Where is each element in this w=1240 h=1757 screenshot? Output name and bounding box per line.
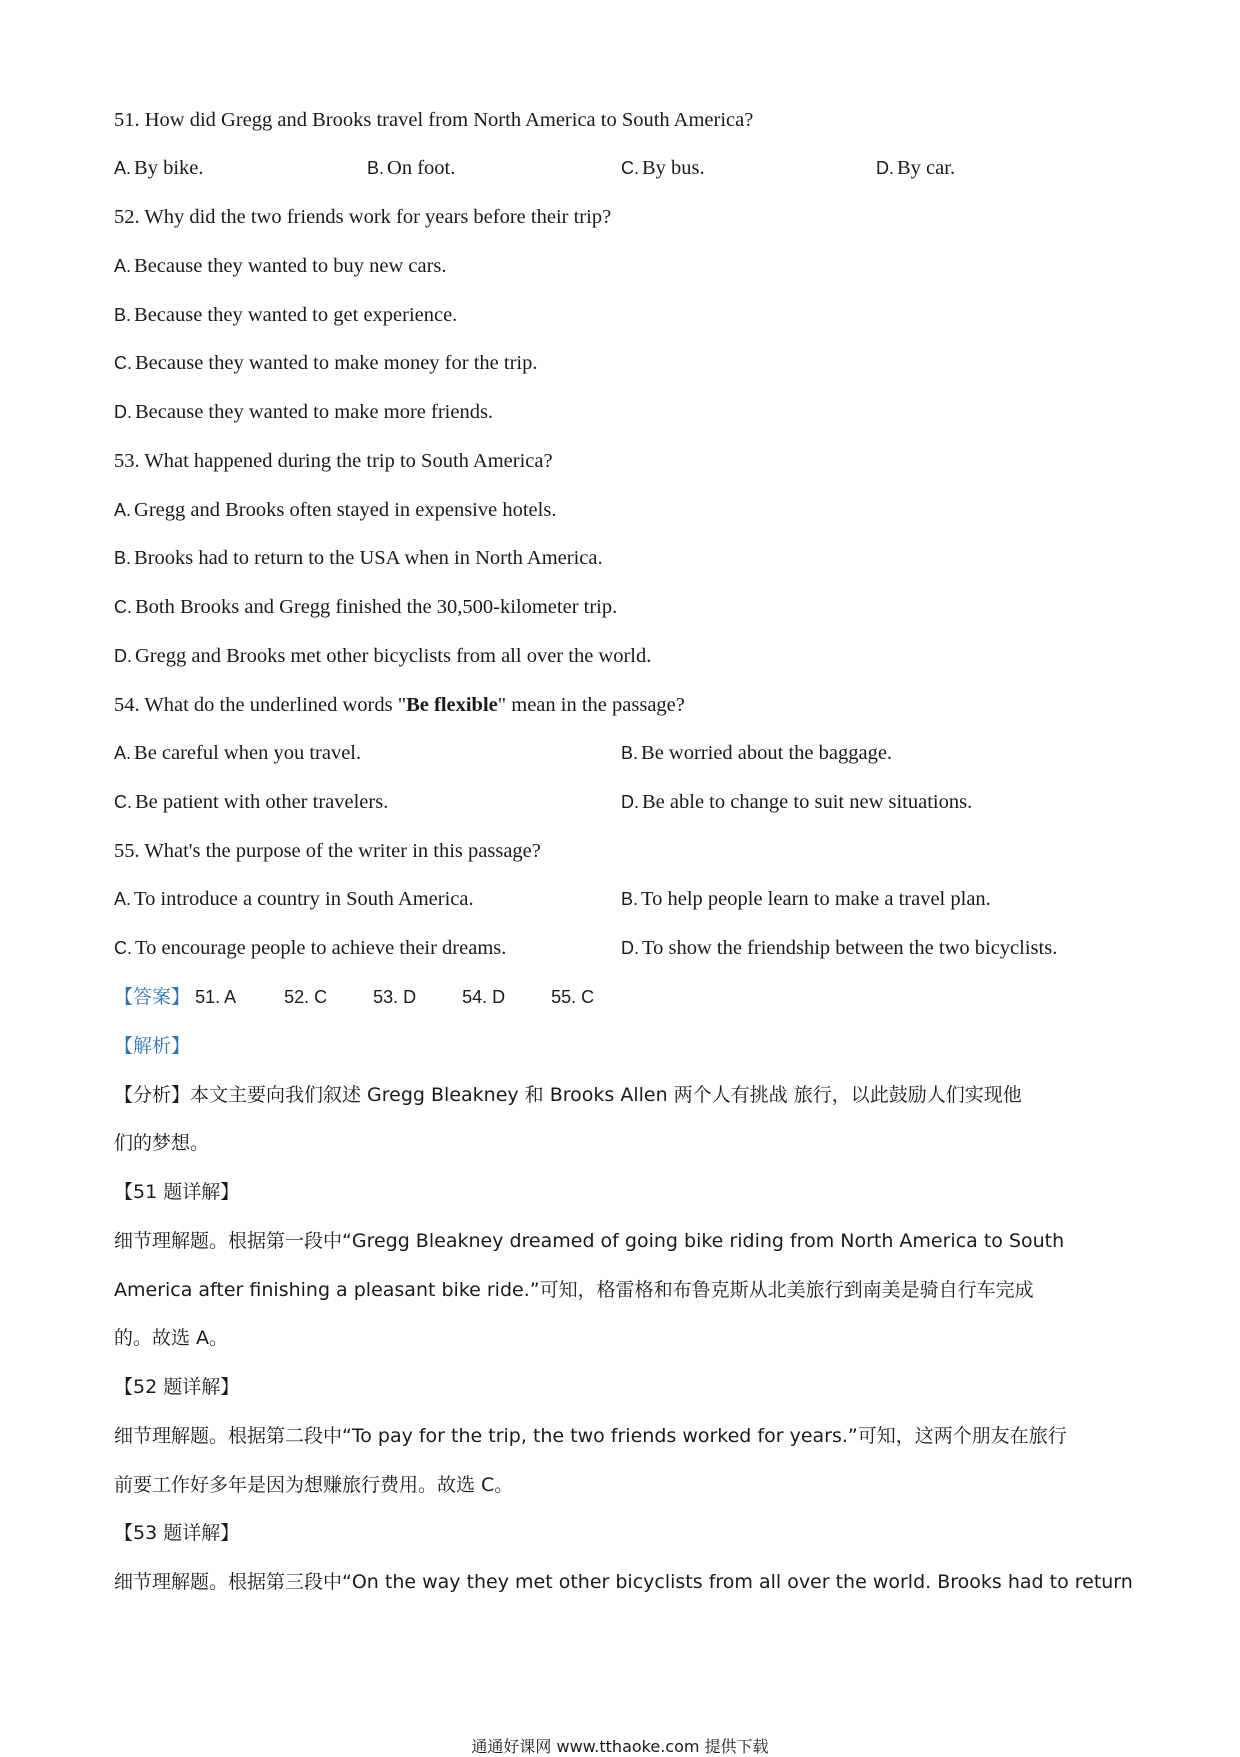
option-letter: A.: [114, 500, 132, 520]
option-letter: B.: [621, 743, 639, 763]
option-text: Both Brooks and Gregg finished the 30,500-kilometer trip.: [135, 596, 618, 618]
answer-item: 55. C: [551, 987, 595, 1007]
option-text: Brooks had to return to the USA when in North America.: [134, 547, 603, 569]
q51-detail-heading: 【51 题详解】: [114, 1181, 240, 1203]
option-letter: C.: [114, 792, 132, 812]
option-53-b: [114, 544, 603, 572]
option-52-d: [114, 398, 493, 426]
option-letter: D.: [114, 646, 132, 666]
option-letter: A.: [114, 256, 132, 276]
option-54-b: [621, 739, 892, 767]
option-text: To introduce a country in South America.: [134, 888, 474, 910]
option-text: To encourage people to achieve their dreams.: [135, 937, 507, 959]
option-letter: B.: [114, 305, 132, 325]
answer-item: 54. D: [462, 987, 506, 1007]
option-53-a: [114, 496, 556, 524]
option-text: Be careful when you travel.: [134, 742, 362, 764]
q53-detail-line-1: 细节理解题。根据第三段中“On the way they met other bicyclists from all over the world. Brooks had to return: [114, 1571, 1133, 1593]
option-51-d: [876, 154, 955, 182]
analysis-label: 【解析】: [114, 1035, 191, 1057]
q53-detail-heading: 【53 题详解】: [114, 1522, 240, 1544]
option-letter: C.: [114, 938, 132, 958]
page-footer: 通通好课网 www.tthaoke.com 提供下载: [471, 1737, 769, 1756]
option-text: On foot.: [387, 157, 456, 179]
option-54-c: [114, 788, 388, 816]
option-55-a: [114, 885, 474, 913]
option-52-b: [114, 301, 457, 329]
option-letter: C.: [114, 597, 132, 617]
option-letter: D.: [621, 792, 639, 812]
option-53-c: [114, 593, 617, 621]
answer-item: 51. A: [195, 987, 237, 1007]
option-52-a: [114, 252, 447, 280]
q51-detail-line-3: 的。故选 A。: [114, 1327, 229, 1349]
question-52-stem: 52. Why did the two friends work for years before their trip?: [114, 206, 612, 228]
question-51-stem: 51. How did Gregg and Brooks travel from North America to South America?: [114, 109, 754, 131]
option-letter: A.: [114, 889, 132, 909]
answer-item: 53. D: [373, 987, 417, 1007]
question-55-stem: 55. What's the purpose of the writer in this passage?: [114, 840, 541, 862]
option-text: To help people learn to make a travel plan.: [641, 888, 991, 910]
option-text: Be able to change to suit new situations.: [642, 791, 973, 813]
option-text: Because they wanted to buy new cars.: [134, 255, 447, 277]
option-55-d: [621, 934, 1057, 962]
option-letter: C.: [621, 158, 639, 178]
q52-detail-line-2: 前要工作好多年是因为想赚旅行费用。故选 C。: [114, 1474, 514, 1496]
option-text: Because they wanted to make money for the trip.: [135, 352, 538, 374]
stem-part: 54. What do the underlined words ": [114, 694, 407, 716]
option-text: Because they wanted to make more friends.: [135, 401, 494, 423]
option-text: Gregg and Brooks met other bicyclists from all over the world.: [135, 645, 652, 667]
option-54-d: [621, 788, 972, 816]
option-letter: A.: [114, 158, 132, 178]
option-text: By bus.: [642, 157, 705, 179]
option-text: Be patient with other travelers.: [135, 791, 389, 813]
question-54-stem: [114, 691, 685, 719]
option-52-c: [114, 349, 537, 377]
q51-detail-line-2: America after finishing a pleasant bike ride.”可知，格雷格和布鲁克斯从北美旅行到南美是骑自行车完成: [114, 1279, 1034, 1301]
option-text: By bike.: [134, 157, 204, 179]
option-letter: A.: [114, 743, 132, 763]
option-letter: D.: [621, 938, 639, 958]
option-letter: B.: [621, 889, 639, 909]
option-51-c: [621, 154, 705, 182]
question-53-stem: 53. What happened during the trip to South America?: [114, 450, 553, 472]
option-text: By car.: [897, 157, 956, 179]
option-54-a: [114, 739, 361, 767]
option-letter: D.: [114, 402, 132, 422]
analysis-summary-line-1: 【分析】本文主要向我们叙述 Gregg Bleakney 和 Brooks Allen 两个人有挑战 旅行，以此鼓励人们实现他: [114, 1084, 1022, 1106]
option-55-b: [621, 885, 991, 913]
option-letter: D.: [876, 158, 894, 178]
analysis-summary-line-2: 们的梦想。: [114, 1132, 210, 1154]
stem-part: " mean in the passage?: [497, 694, 685, 716]
option-letter: B.: [114, 548, 132, 568]
option-text: To show the friendship between the two bicyclists.: [642, 937, 1058, 959]
option-55-c: [114, 934, 506, 962]
q51-detail-line-1: 细节理解题。根据第一段中“Gregg Bleakney dreamed of going bike riding from North America to South: [114, 1230, 1065, 1252]
answer-key: [114, 983, 640, 1011]
option-51-b: [367, 154, 455, 182]
option-letter: B.: [367, 158, 385, 178]
underlined-words: Be flexible: [406, 694, 498, 716]
answer-item: 52. C: [284, 987, 328, 1007]
answer-label: 【答案】: [114, 986, 191, 1008]
option-letter: C.: [114, 353, 132, 373]
q52-detail-line-1: 细节理解题。根据第二段中“To pay for the trip, the two friends worked for years.”可知，这两个朋友在旅行: [114, 1425, 1067, 1447]
q52-detail-heading: 【52 题详解】: [114, 1376, 240, 1398]
option-51-a: [114, 154, 203, 182]
option-text: Because they wanted to get experience.: [134, 304, 458, 326]
option-text: Be worried about the baggage.: [641, 742, 893, 764]
option-text: Gregg and Brooks often stayed in expensive hotels.: [134, 499, 557, 521]
option-53-d: [114, 642, 651, 670]
